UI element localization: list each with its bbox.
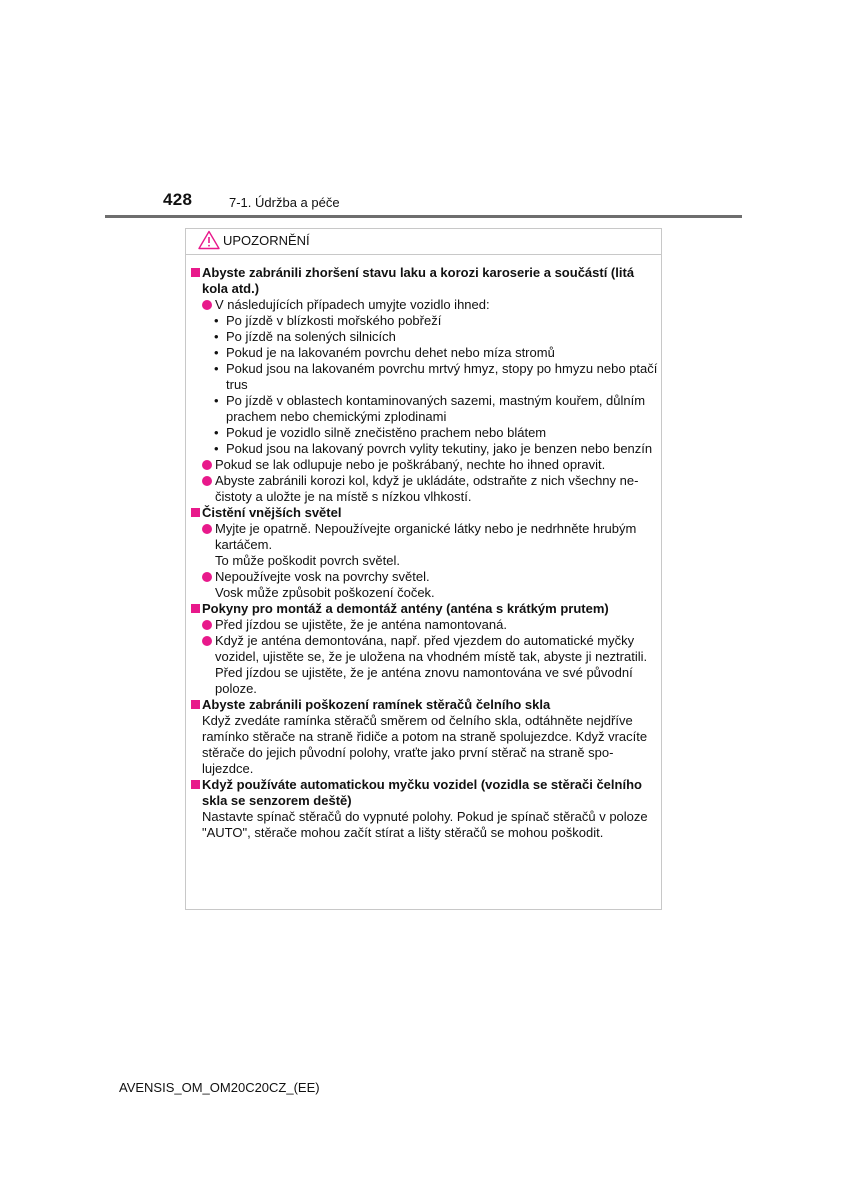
- sub-list-item: • Po jízdě v blízkosti mořského pobřeží: [214, 313, 442, 328]
- list-item: Pokud se lak odlupuje nebo je poškrábaný, nechte ho ihned opravit.: [191, 457, 659, 473]
- square-bullet-icon: [191, 604, 200, 613]
- caution-box: [185, 228, 662, 910]
- section-heading: Abyste zabránili poškození ramínek stěračů čelního skla: [191, 697, 659, 713]
- section-heading: Čistění vnějších světel: [191, 505, 659, 521]
- list-item: Nepoužívejte vosk na povrchy světel. Vosk může způsobit poškození čoček.: [191, 569, 659, 601]
- sub-list-item: • Pokud je vozidlo silně znečistěno prachem nebo blátem: [214, 425, 547, 440]
- section-heading: Abyste zabránili zhoršení stavu laku a korozi karoserie a součástí (litá kola atd.): [191, 265, 659, 297]
- warning-triangle-icon: [198, 230, 220, 250]
- section-text: Když zvedáte ramínka stěračů směrem od čelního skla, odtáhněte nejdříve ramínko stěrače na straně řidiče a potom na straně spolujezdce. Když vracíte stěrače do jejich původní polohy, vraťte jako první stěrač na straně spolujezdce.: [202, 713, 648, 776]
- caution-header: [186, 229, 661, 255]
- caution-content: [191, 265, 659, 841]
- square-bullet-icon: [191, 780, 200, 789]
- caution-title: UPOZORNĚNÍ: [223, 233, 310, 248]
- section-text: Nastavte spínač stěračů do vypnuté polohy. Pokud je spínač stěračů v poloze "AUTO", stěrače mohou začít stírat a lišty stěračů se mohou poškodit.: [202, 809, 648, 840]
- square-bullet-icon: [191, 700, 200, 709]
- page-number: 428: [163, 190, 193, 209]
- section-title: 7-1. Údržba a péče: [229, 195, 340, 210]
- circle-bullet-icon: [202, 476, 212, 486]
- circle-bullet-icon: [202, 636, 212, 646]
- section-heading: Pokyny pro montáž a demontáž antény (anténa s krátkým prutem): [191, 601, 659, 617]
- sub-list-item: • Po jízdě na solených silnicích: [214, 329, 396, 344]
- circle-bullet-icon: [202, 460, 212, 470]
- square-bullet-icon: [191, 268, 200, 277]
- document-code: AVENSIS_OM_OM20C20CZ_(EE): [119, 1080, 320, 1095]
- circle-bullet-icon: [202, 524, 212, 534]
- circle-bullet-icon: [202, 572, 212, 582]
- circle-bullet-icon: [202, 620, 212, 630]
- sub-list-item: • Pokud jsou na lakovaném povrchu mrtvý hmyz, stopy po hmyzu nebo ptačí trus: [214, 361, 658, 392]
- list-item: Myjte je opatrně. Nepoužívejte organické látky nebo je nedrhněte hrubým kartáčem. To může poškodit povrch světel.: [191, 521, 659, 569]
- sub-list-item: • Pokud je na lakovaném povrchu dehet nebo míza stromů: [214, 345, 555, 360]
- section-heading: Když používáte automatickou myčku vozidel (vozidla se stěrači čelního skla se senzorem deště): [191, 777, 659, 809]
- list-item: Před jízdou se ujistěte, že je anténa namontovaná.: [191, 617, 659, 633]
- list-item: Když je anténa demontována, např. před vjezdem do automatické myčky vozidel, ujistěte se, že je uložena na vhodném místě tak, abyste ji neztratili. Před jízdou se ujistěte, že je anténa znovu namontována ve své původní poloze.: [191, 633, 659, 697]
- sub-list-item: • Po jízdě v oblastech kontaminovaných sazemi, mastným kouřem, důlním prachem nebo chemickými zplodinami: [214, 393, 646, 424]
- list-item: Abyste zabránili korozi kol, když je ukládáte, odstraňte z nich všechny nečistoty a uložte je na místě s nízkou vlhkostí.: [191, 473, 659, 505]
- circle-bullet-icon: [202, 300, 212, 310]
- sub-list-item: • Pokud jsou na lakovaný povrch vylity tekutiny, jako je benzen nebo benzín: [214, 441, 653, 456]
- header-rule: [105, 215, 742, 218]
- list-item: V následujících případech umyjte vozidlo ihned:: [191, 297, 659, 313]
- square-bullet-icon: [191, 508, 200, 517]
